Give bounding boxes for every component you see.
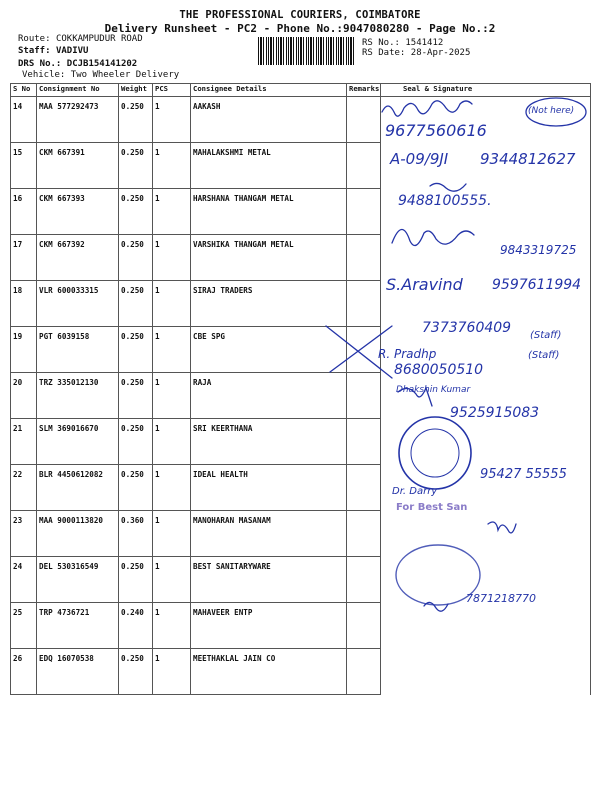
cell-sno: 21 [11,419,37,465]
handwritten-phone: 9344812627 [480,150,576,168]
table-header-row [11,84,591,97]
rs-no-line [362,38,443,48]
cell-remarks [347,235,381,281]
cell-cno: CKM 667391 [37,143,119,189]
cell-consignee: MAHAVEER ENTP [191,603,347,649]
staff-label: Staff: [18,46,51,56]
cell-cno: DEL 530316549 [37,557,119,603]
cell-sno: 18 [11,281,37,327]
cell-consignee: SIRAJ TRADERS [191,281,347,327]
cell-remarks [347,143,381,189]
drs-label: DRS No.: [18,59,62,69]
cell-sno: 15 [11,143,37,189]
handwritten-note: (Not here) [528,106,575,116]
cell-consignee: MANOHARAN MASANAM [191,511,347,557]
rs-date-line [362,48,470,58]
cell-sno: 24 [11,557,37,603]
cell-pcs: 1 [153,189,191,235]
cell-cno: CKM 667393 [37,189,119,235]
handwritten-phone: 9843319725 [500,243,577,257]
cell-signature [381,511,591,557]
cell-consignee: AAKASH [191,97,347,143]
handwritten-name: Dr. Darry [392,486,438,497]
vehicle-line [22,70,179,80]
cell-weight: 0.250 [119,557,153,603]
cell-sno: 26 [11,649,37,695]
handwritten-phone: 9488100555. [398,193,492,209]
drs-line [18,59,137,69]
cell-weight: 0.240 [119,603,153,649]
cell-consignee: SRI KEERTHANA [191,419,347,465]
barcode [258,37,356,65]
cell-cno: PGT 6039158 [37,327,119,373]
col-consignee: Consignee Details [191,84,347,97]
cell-weight: 0.250 [119,189,153,235]
cell-consignee: VARSHIKA THANGAM METAL [191,235,347,281]
cell-weight: 0.250 [119,281,153,327]
cell-pcs: 1 [153,281,191,327]
cell-remarks [347,281,381,327]
cell-cno: VLR 600033315 [37,281,119,327]
rs-no-label: RS No.: [362,38,400,48]
cell-consignee: CBE SPG [191,327,347,373]
cell-cno: TRP 4736721 [37,603,119,649]
handwritten-name: R. Pradhp [378,347,437,361]
cell-remarks [347,465,381,511]
table-row [11,511,591,557]
cell-remarks [347,557,381,603]
cell-weight: 0.250 [119,419,153,465]
handwritten-phone: 7373760409 [422,320,512,336]
cell-pcs: 1 [153,143,191,189]
cell-weight: 0.250 [119,235,153,281]
staff-value: VADIVU [55,46,89,56]
handwritten-note: (Staff) [528,350,560,361]
cell-cno: MAA 577292473 [37,97,119,143]
col-weight: Weight [119,84,153,97]
cell-pcs: 1 [153,511,191,557]
cell-pcs: 1 [153,97,191,143]
cell-remarks [347,649,381,695]
route-label: Route: [18,34,51,44]
cell-pcs: 1 [153,327,191,373]
col-consignment: Consignment No [37,84,119,97]
handwritten-phone: 8680050510 [394,362,484,378]
table-row [11,235,591,281]
cell-signature [381,419,591,465]
handwritten-code: A-09/9JI [390,150,449,168]
table-row [11,189,591,235]
cell-cno: TRZ 335012130 [37,373,119,419]
cell-weight: 0.250 [119,143,153,189]
cell-weight: 0.250 [119,97,153,143]
cell-weight: 0.250 [119,649,153,695]
company-title: THE PROFESSIONAL COURIERS, COIMBATORE [179,9,421,21]
rs-date-label: RS Date: [362,48,406,58]
cell-sno: 25 [11,603,37,649]
route-line [18,34,143,44]
cell-consignee: RAJA [191,373,347,419]
table-row [11,419,591,465]
cell-pcs: 1 [153,649,191,695]
col-sno: S No [11,84,37,97]
cell-remarks [347,189,381,235]
col-pcs: PCS [153,84,191,97]
cell-pcs: 1 [153,603,191,649]
handwritten-phone: 9525915083 [450,405,540,421]
rs-no-value: 1541412 [405,38,444,48]
rs-date-value: 28-Apr-2025 [410,48,471,58]
cell-sno: 19 [11,327,37,373]
cell-consignee: MAHALAKSHMI METAL [191,143,347,189]
cell-weight: 0.250 [119,327,153,373]
cell-pcs: 1 [153,235,191,281]
staff-line [18,46,88,56]
cell-pcs: 1 [153,557,191,603]
handwritten-name: S.Aravind [386,275,463,294]
cell-sno: 14 [11,97,37,143]
cell-cno: CKM 667392 [37,235,119,281]
col-signature: Seal & Signature [381,84,591,97]
cell-signature [381,235,591,281]
handwritten-phone: 7871218770 [466,592,536,605]
cell-sno: 22 [11,465,37,511]
table-row [11,603,591,649]
cell-signature [381,649,591,695]
cell-pcs: 1 [153,373,191,419]
table-row [11,649,591,695]
vehicle-value: Two Wheeler Delivery [70,70,180,80]
col-remarks: Remarks [347,84,381,97]
cell-cno: MAA 9000113820 [37,511,119,557]
handwritten-phone: 95427 55555 [480,467,567,482]
route-value: COKKAMPUDUR ROAD [55,34,143,44]
cell-remarks [347,511,381,557]
cell-weight: 0.250 [119,465,153,511]
table-row [11,97,591,143]
cell-cno: EDQ 16070538 [37,649,119,695]
drs-value: DCJB154141202 [66,59,138,69]
cell-consignee: MEETHAKLAL JAIN CO [191,649,347,695]
cell-cno: BLR 4450612082 [37,465,119,511]
handwritten-phone: 9677560616 [385,121,487,140]
cell-pcs: 1 [153,465,191,511]
cell-sno: 17 [11,235,37,281]
cell-signature [381,603,591,649]
runsheet-subtitle: Delivery Runsheet - PC2 - Phone No.:9047080280 - Page No.:2 [104,22,496,35]
handwritten-note: (Staff) [530,330,562,341]
cell-consignee: HARSHANA THANGAM METAL [191,189,347,235]
stamp-text: For Best San [396,502,468,513]
cell-weight: 0.250 [119,373,153,419]
cell-remarks [347,419,381,465]
handwritten-phone: 9597611994 [492,277,582,293]
cell-sno: 20 [11,373,37,419]
cell-sno: 16 [11,189,37,235]
cell-consignee: BEST SANITARYWARE [191,557,347,603]
cell-remarks [347,603,381,649]
vehicle-label: Vehicle: [22,70,66,80]
cell-cno: SLM 369016670 [37,419,119,465]
cell-consignee: IDEAL HEALTH [191,465,347,511]
cell-pcs: 1 [153,419,191,465]
cell-sno: 23 [11,511,37,557]
handwritten-name: Dhakshin Kumar [396,385,471,395]
cell-remarks [347,97,381,143]
cell-weight: 0.360 [119,511,153,557]
cell-remarks [347,373,381,419]
cell-remarks [347,327,381,373]
